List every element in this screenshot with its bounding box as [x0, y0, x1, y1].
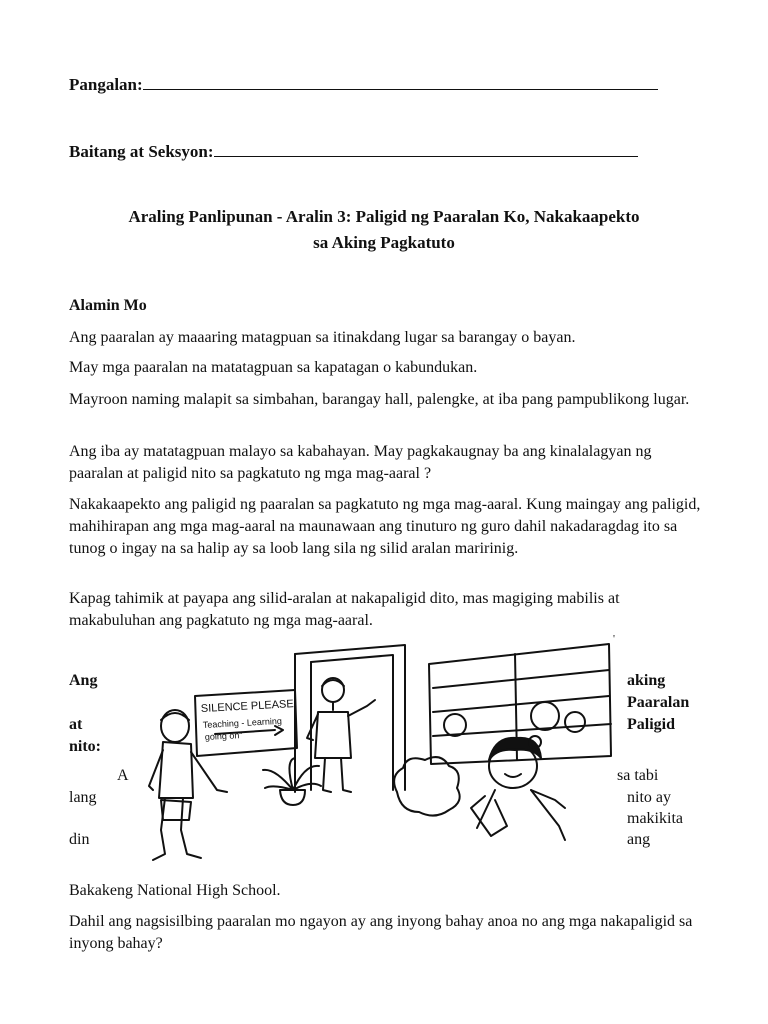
wrap-right-3: Paligid	[627, 716, 676, 733]
section-field	[69, 140, 638, 163]
paragraph-1: Ang paaralan ay maaaring matagpuan sa itinakdang lugar sa barangay o bayan.	[69, 329, 576, 346]
wrap-left-4: A	[117, 767, 129, 784]
closing-question: Dahil ang nagsisilbing paaralan mo ngayon ay ang inyong bahay anoa no ang mga nakapaligid sa inyong bahay?	[69, 913, 693, 952]
classroom-illustration	[135, 640, 615, 872]
paragraph-3: Mayroon naming malapit sa simbahan, barangay hall, palengke, at iba pang pampublikong lugar.	[69, 391, 690, 408]
teacher-figure	[307, 678, 375, 792]
wrap-right-5: nito ay	[627, 789, 671, 806]
sign-line-3: going on"	[204, 730, 243, 742]
paragraph-4: Ang iba ay matatagpuan malayo sa kabahayan. May pagkakaugnay ba ang kinalalagyan ng paaralan at paligid nito sa pagkatuto ng mga mag-aaral ?	[69, 443, 652, 482]
wrap-right-2: Paaralan	[627, 694, 690, 711]
lesson-title-line1: Araling Panlipunan - Aralin 3: Paligid ng Paaralan Ko, Nakakaapekto	[128, 207, 640, 226]
wrap-right-6: makikita	[627, 810, 683, 827]
section-heading: Alamin Mo	[69, 297, 147, 314]
girl-figure	[471, 736, 565, 840]
bush	[394, 757, 460, 815]
wrap-left-5: lang	[69, 789, 97, 806]
name-input-line[interactable]	[143, 73, 658, 90]
wrap-left-2: at	[69, 716, 83, 733]
section-label: Baitang at Seksyon:	[69, 142, 214, 161]
paragraph-5: Nakakaapekto ang paligid ng paaralan sa pagkatuto ng mga mag-aaral. Kung maingay ang paligid, mahihirapan ang mga mag-aaral na maunawaan ang tinuturo ng guro dahil nakadaragdag ito sa tunog o ingay na sa halip ay sa loob lang sila ng silid aralan maririnig.	[69, 496, 701, 557]
school-name: Bakakeng National High School.	[69, 882, 281, 899]
section-input-line[interactable]	[214, 140, 638, 157]
name-field	[69, 73, 658, 96]
stray-mark: '	[613, 633, 615, 645]
wrap-right-7: ang	[627, 831, 651, 848]
wrap-right-1: aking	[627, 672, 666, 689]
wrap-left-3: nito:	[69, 738, 101, 755]
wrap-right-4: sa tabi	[617, 767, 659, 784]
sign-line-1: SILENCE PLEASE	[200, 698, 294, 715]
lesson-title	[40, 204, 728, 256]
name-label: Pangalan:	[69, 75, 143, 94]
lesson-title-line2: sa Aking Pagkatuto	[313, 233, 455, 252]
sign-line-2: Teaching - Learning	[202, 715, 283, 730]
plant	[263, 758, 321, 805]
paragraph-6: Kapag tahimik at payapa ang silid-aralan at nakapaligid dito, mas magiging mabilis at makabuluhan ang pagkatuto ng mga mag-aaral.	[69, 590, 620, 629]
wrap-left-1: Ang	[69, 672, 98, 689]
wrap-left-6: din	[69, 831, 90, 848]
paragraph-2: May mga paaralan na matatagpuan sa kapatagan o kabundukan.	[69, 359, 478, 376]
